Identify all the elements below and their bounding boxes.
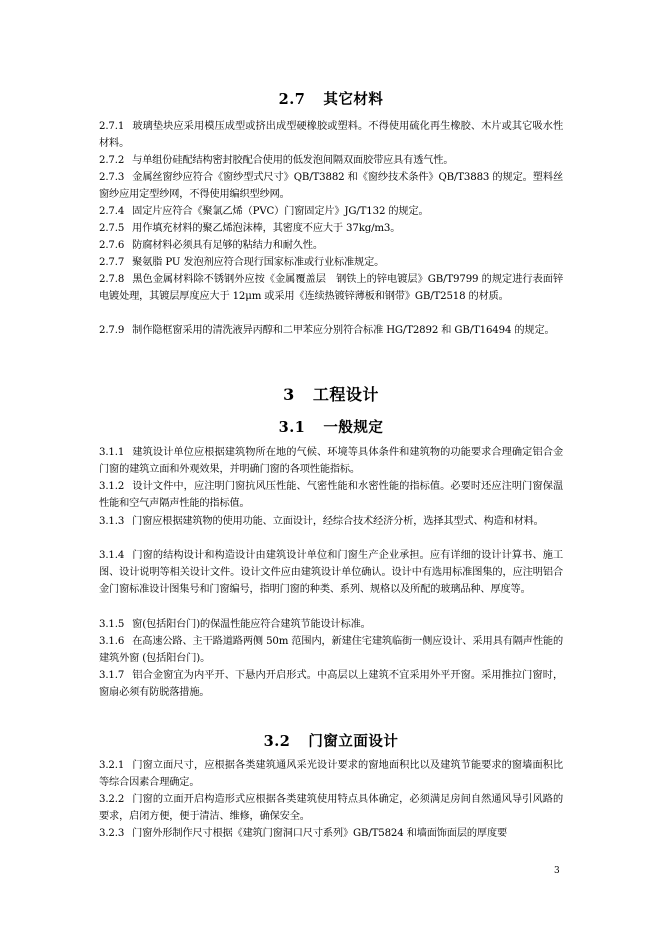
clause-3-2-1: 3.2.1 门窗立面尺寸，应根据各类建筑通风采光设计要求的窗地面积比以及建筑节能要求的窗墙面积比等综合因素合理确定。 bbox=[99, 760, 563, 788]
page-number: 3 bbox=[554, 866, 560, 876]
clause-2-7-7: 2.7.7 聚氨脂 PU 发泡剂应符合现行国家标准或行业标准规定。 bbox=[99, 257, 385, 268]
clause-3-2-2: 3.2.2 门窗的立面开启构造形式应根据各类建筑使用特点具体确定，必须满足房间自然通风导引风路的要求，启闭方便，便于清洁、维修，确保安全。 bbox=[99, 794, 563, 822]
clause-2-7-5: 2.7.5 用作填充材料的聚乙烯泡沫棒，其密度不应大于 37kg/m3。 bbox=[99, 223, 401, 234]
section-heading-3-2: 3.2 门窗立面设计 bbox=[263, 733, 399, 750]
clause-3-1-2: 3.1.2 设计文件中，应注明门窗抗风压性能、气密性能和水密性能的指标值。必要时还应注明门窗保温性能和空气声隔声性能的指标值。 bbox=[99, 481, 563, 509]
clause-2-7-2: 2.7.2 与单组份硅配结构密封胶配合使用的低发泡间隔双面胶带应具有透气性。 bbox=[99, 155, 454, 166]
document-page bbox=[99, 0, 563, 936]
clause-3-1-7: 3.1.7 铝合金窗宜为内平开、下悬内开启形式。中高层以上建筑不宜采用外平开窗。采用推拉门窗时，窗扇必须有防脱落措施。 bbox=[99, 670, 563, 698]
clause-2-7-4: 2.7.4 固定片应符合《聚氯乙烯（PVC）门窗固定片》JG/T132 的规定。 bbox=[99, 206, 429, 217]
chapter-heading-3: 3 工程设计 bbox=[283, 385, 379, 404]
clause-2-7-3: 2.7.3 金属丝窗纱应符合《窗纱型式尺寸》QB/T3882 和《窗纱技术条件》QB/T3883 的规定。塑料丝窗纱应用定型纱网，不得使用编织型纱网。 bbox=[99, 172, 563, 200]
clause-2-7-9: 2.7.9 制作隐框窗采用的清洗液异丙醇和二甲苯应分别符合标准 HG/T2892 和 GB/T16494 的规定。 bbox=[99, 325, 555, 336]
section-heading-3-1: 3.1 一般规定 bbox=[278, 419, 384, 436]
clause-2-7-6: 2.7.6 防腐材料必须具有足够的粘结力和耐久性。 bbox=[99, 240, 323, 251]
section-heading-2-7: 2.7 其它材料 bbox=[278, 91, 384, 108]
clause-3-1-6: 3.1.6 在高速公路、主干路道路两侧 50m 范围内，新建住宅建筑临街一侧应设计、采用具有隔声性能的建筑外窗 (包括阳台门)。 bbox=[99, 636, 563, 664]
clause-3-1-5: 3.1.5 窗(包括阳台门)的保温性能应符合建筑节能设计标准。 bbox=[99, 619, 371, 630]
clause-3-1-1: 3.1.1 建筑设计单位应根据建筑物所在地的气候、环境等具体条件和建筑物的功能要求合理确定铝合金门窗的建筑立面和外观效果，并明确门窗的各项性能指标。 bbox=[99, 447, 563, 475]
clause-3-1-3: 3.1.3 门窗应根据建筑物的使用功能、立面设计，经综合技术经济分析，选择其型式、构造和材料。 bbox=[99, 516, 544, 527]
clause-3-1-4: 3.1.4 门窗的结构设计和构造设计由建筑设计单位和门窗生产企业承担。应有详细的设计计算书、施工图、设计说明等相关设计文件。设计文件应由建筑设计单位确认。设计中有选用标准图集的，应注明铝合金门窗标准设计图集号和门窗编号，指明门窗的种类、系列、规格以及所配的玻璃品种、厚度等。 bbox=[99, 550, 563, 595]
clause-2-7-1: 2.7.1 玻璃垫块应采用模压成型或挤出成型硬橡胶或塑料。不得使用硫化再生橡胶、木片或其它吸水性材料。 bbox=[99, 121, 563, 149]
clause-3-2-3: 3.2.3 门窗外形制作尺寸根据《建筑门窗洞口尺寸系列》GB/T5824 和墙面饰面层的厚度要 bbox=[99, 828, 508, 839]
clause-2-7-8: 2.7.8 黑色金属材料除不锈钢外应按《金属覆盖层 钢铁上的锌电镀层》GB/T9799 的规定进行表面锌电镀处理，其镀层厚度应大于 12μm 或采用《连续热镀锌薄板和钢带》GB/T2518 的材质。 bbox=[99, 274, 563, 302]
